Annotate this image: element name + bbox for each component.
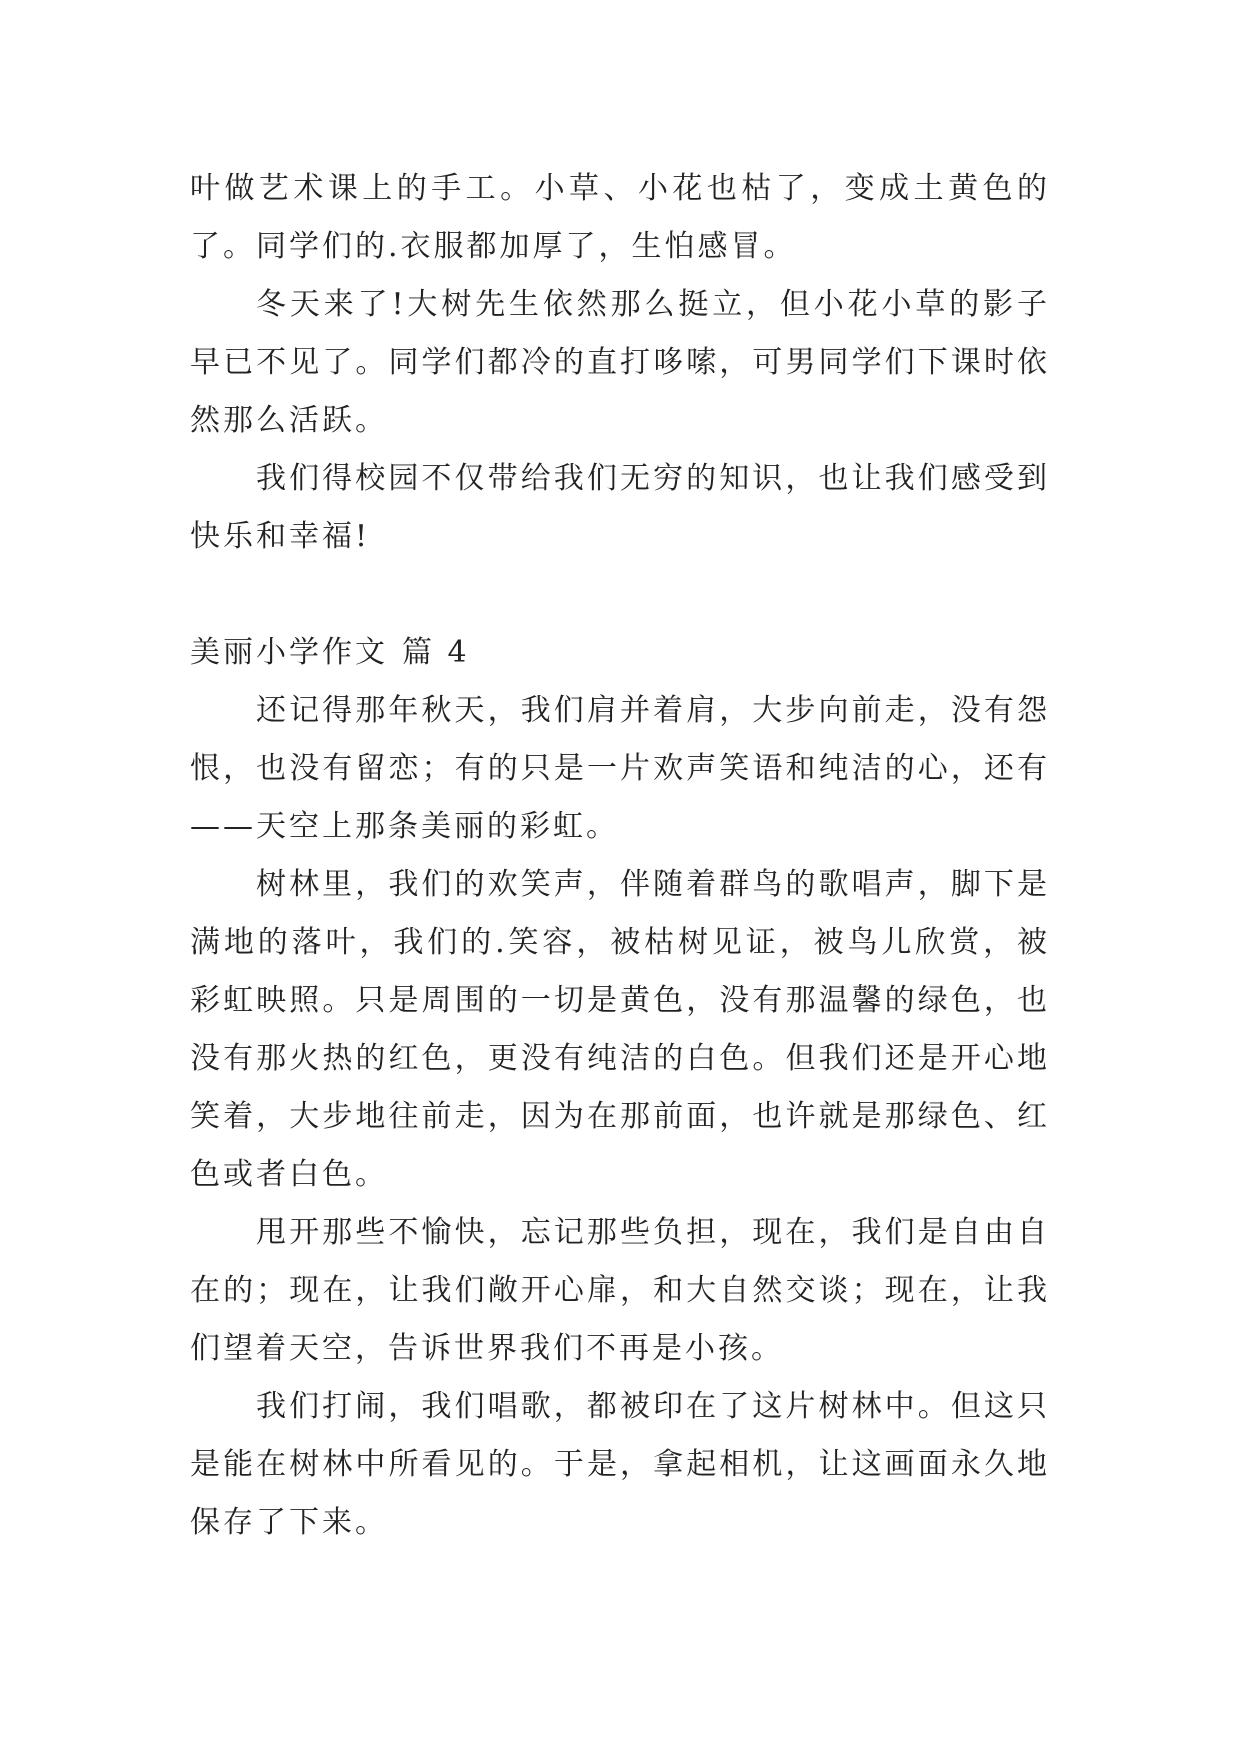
paragraph-camera: 我们打闹，我们唱歌，都被印在了这片树林中。但这只是能在树林中所看见的。于是，拿起相机，让这画面永久地保存了下来。 <box>190 1389 1050 1540</box>
paragraph-campus-conclusion: 我们得校园不仅带给我们无穷的知识，也让我们感受到快乐和幸福! <box>190 461 1050 554</box>
section-title <box>190 624 1050 682</box>
document-page <box>190 160 1050 1552</box>
section-number: 篇 4 <box>402 635 470 670</box>
paragraph-continued: 叶做艺术课上的手工。小草、小花也枯了，变成土黄色的了。同学们的.衣服都加厚了，生怕感冒。 <box>190 171 1050 264</box>
paragraph-freedom: 甩开那些不愉快，忘记那些负担，现在，我们是自由自在的；现在，让我们敞开心扉，和大自然交谈；现在，让我们望着天空，告诉世界我们不再是小孩。 <box>190 1215 1050 1366</box>
paragraph-forest: 树林里，我们的欢笑声，伴随着群鸟的歌唱声，脚下是满地的落叶，我们的.笑容，被枯树见证，被鸟儿欣赏，被彩虹映照。只是周围的一切是黄色，没有那温馨的绿色，也没有那火热的红色，更没有纯洁的白色。但我们还是开心地笑着，大步地往前走，因为在那前面，也许就是那绿色、红色或者白色。 <box>190 867 1050 1192</box>
section-gap <box>190 566 1050 624</box>
paragraph-autumn-memory: 还记得那年秋天，我们肩并着肩，大步向前走，没有怨恨，也没有留恋；有的只是一片欢声笑语和纯洁的心，还有——天空上那条美丽的彩虹。 <box>190 693 1050 844</box>
paragraph-winter: 冬天来了!大树先生依然那么挺立，但小花小草的影子早已不见了。同学们都冷的直打哆嗦，可男同学们下课时依然那么活跃。 <box>190 287 1050 438</box>
section-title-text: 美丽小学作文 <box>190 635 388 670</box>
